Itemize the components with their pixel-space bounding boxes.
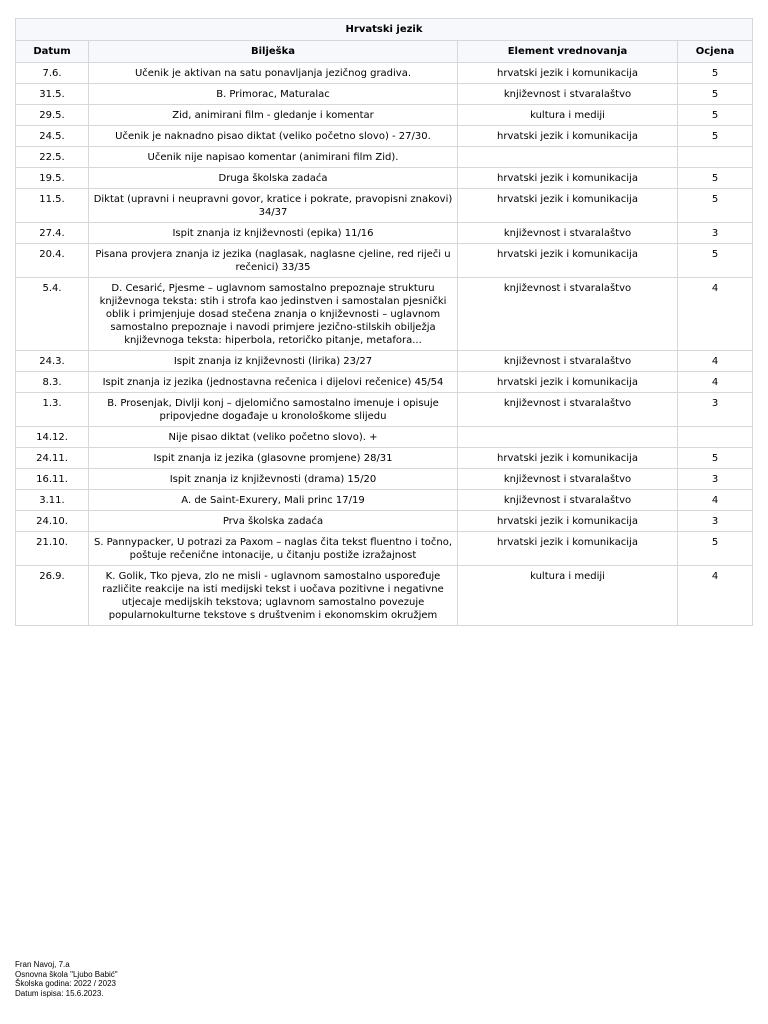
cell-element: književnost i stvaralaštvo — [458, 351, 678, 372]
cell-element — [458, 147, 678, 168]
table-row — [16, 427, 753, 448]
cell-note: Ispit znanja iz književnosti (epika) 11/16 — [89, 223, 458, 244]
cell-grade: 5 — [678, 63, 753, 84]
cell-element: književnost i stvaralaštvo — [458, 223, 678, 244]
footer-school: Osnovna škola "Ljubo Babić" — [15, 969, 118, 979]
cell-note: B. Primorac, Maturalac — [89, 84, 458, 105]
cell-date: 24.11. — [16, 448, 89, 469]
table-row — [16, 469, 753, 490]
cell-note: B. Prosenjak, Divlji konj – djelomično samostalno imenuje i opisuje pripovjedne događaje u kronološkome slijedu — [89, 393, 458, 427]
column-header-date: Datum — [16, 41, 89, 63]
cell-element: kultura i mediji — [458, 105, 678, 126]
cell-note: Pisana provjera znanja iz jezika (naglasak, naglasne cjeline, red riječi u rečenici) 33/35 — [89, 244, 458, 278]
cell-grade: 5 — [678, 168, 753, 189]
table-row — [16, 351, 753, 372]
cell-date: 14.12. — [16, 427, 89, 448]
cell-note: Učenik je aktivan na satu ponavljanja jezičnog gradiva. — [89, 63, 458, 84]
table-row — [16, 189, 753, 223]
table-row — [16, 532, 753, 566]
cell-date: 16.11. — [16, 469, 89, 490]
cell-element: hrvatski jezik i komunikacija — [458, 126, 678, 147]
cell-note: Zid, animirani film - gledanje i komentar — [89, 105, 458, 126]
cell-note: S. Pannypacker, U potrazi za Paxom – naglas čita tekst fluentno i točno, poštuje rečenične intonacije, u čitanju postiže izražajnost — [89, 532, 458, 566]
cell-element: književnost i stvaralaštvo — [458, 469, 678, 490]
cell-date: 29.5. — [16, 105, 89, 126]
footer-student: Fran Navoj, 7.a — [15, 960, 70, 969]
table-row — [16, 278, 753, 351]
cell-grade: 3 — [678, 469, 753, 490]
cell-date: 3.11. — [16, 490, 89, 511]
table-row — [16, 372, 753, 393]
cell-date: 5.4. — [16, 278, 89, 351]
cell-note: Druga školska zadaća — [89, 168, 458, 189]
table-row — [16, 448, 753, 469]
cell-grade — [678, 147, 753, 168]
table-row — [16, 490, 753, 511]
subject-title: Hrvatski jezik — [16, 19, 753, 41]
cell-element: hrvatski jezik i komunikacija — [458, 168, 678, 189]
cell-grade: 5 — [678, 448, 753, 469]
cell-date: 20.4. — [16, 244, 89, 278]
footer-print-date: Datum ispisa: 15.6.2023. — [15, 988, 104, 998]
table-row — [16, 566, 753, 626]
cell-date: 8.3. — [16, 372, 89, 393]
cell-grade: 4 — [678, 351, 753, 372]
cell-note: Nije pisao diktat (veliko početno slovo). + — [89, 427, 458, 448]
cell-element: hrvatski jezik i komunikacija — [458, 448, 678, 469]
table-row — [16, 393, 753, 427]
cell-element: književnost i stvaralaštvo — [458, 393, 678, 427]
table-row — [16, 168, 753, 189]
cell-element: književnost i stvaralaštvo — [458, 490, 678, 511]
table-row — [16, 511, 753, 532]
cell-grade: 5 — [678, 84, 753, 105]
cell-note: Ispit znanja iz književnosti (lirika) 23/27 — [89, 351, 458, 372]
cell-note: Ispit znanja iz jezika (jednostavna rečenica i dijelovi rečenice) 45/54 — [89, 372, 458, 393]
cell-date: 22.5. — [16, 147, 89, 168]
cell-date: 27.4. — [16, 223, 89, 244]
cell-note: D. Cesarić, Pjesme – uglavnom samostalno prepoznaje strukturu književnoga teksta: stih i strofa kao jedinstven i samostalan pjesnički oblik i primjenjuje dosad stečena znanja o književnosti – uglavnom samostalno prepoznaje i navodi primjere jezično-stilskih obilježja književnoga teksta: hiperbola, retoričko pitanje, metafora... — [89, 278, 458, 351]
cell-date: 21.10. — [16, 532, 89, 566]
cell-grade: 5 — [678, 189, 753, 223]
cell-date: 24.10. — [16, 511, 89, 532]
cell-date: 24.5. — [16, 126, 89, 147]
cell-date: 11.5. — [16, 189, 89, 223]
cell-note: Diktat (upravni i neupravni govor, kratice i pokrate, pravopisni znakovi) 34/37 — [89, 189, 458, 223]
cell-date: 24.3. — [16, 351, 89, 372]
column-header-element: Element vrednovanja — [458, 41, 678, 63]
cell-note: Učenik je naknadno pisao diktat (veliko početno slovo) - 27/30. — [89, 126, 458, 147]
grade-rows — [16, 63, 753, 626]
cell-date: 26.9. — [16, 566, 89, 626]
cell-note: K. Golik, Tko pjeva, zlo ne misli - uglavnom samostalno uspoređuje različite reakcije na isti medijski tekst i uočava pozitivne i negativne utjecaje medijskih tekstova; uglavnom samostalno povezuje popularnokulturne tekstove s društvenim i ekonomskim okružjem — [89, 566, 458, 626]
cell-grade: 3 — [678, 393, 753, 427]
cell-note: Ispit znanja iz književnosti (drama) 15/20 — [89, 469, 458, 490]
table-row — [16, 63, 753, 84]
cell-note: Ispit znanja iz jezika (glasovne promjene) 28/31 — [89, 448, 458, 469]
column-header-row — [16, 41, 753, 63]
cell-element: hrvatski jezik i komunikacija — [458, 372, 678, 393]
cell-grade: 5 — [678, 126, 753, 147]
cell-date: 31.5. — [16, 84, 89, 105]
table-row — [16, 126, 753, 147]
cell-grade: 4 — [678, 372, 753, 393]
column-header-grade: Ocjena — [678, 41, 753, 63]
cell-element: hrvatski jezik i komunikacija — [458, 244, 678, 278]
cell-grade: 5 — [678, 105, 753, 126]
cell-date: 19.5. — [16, 168, 89, 189]
table-row — [16, 223, 753, 244]
cell-note: Prva školska zadaća — [89, 511, 458, 532]
cell-element: hrvatski jezik i komunikacija — [458, 511, 678, 532]
table-row — [16, 244, 753, 278]
document-footer — [15, 960, 118, 998]
cell-grade: 3 — [678, 511, 753, 532]
cell-element: književnost i stvaralaštvo — [458, 84, 678, 105]
table-row — [16, 147, 753, 168]
grades-table — [15, 18, 753, 626]
table-row — [16, 84, 753, 105]
footer-school-year: Školska godina: 2022 / 2023 — [15, 979, 116, 988]
cell-grade: 4 — [678, 278, 753, 351]
cell-element: hrvatski jezik i komunikacija — [458, 189, 678, 223]
cell-grade: 5 — [678, 532, 753, 566]
cell-element: kultura i mediji — [458, 566, 678, 626]
table-row — [16, 105, 753, 126]
cell-element: hrvatski jezik i komunikacija — [458, 63, 678, 84]
cell-element — [458, 427, 678, 448]
cell-date: 7.6. — [16, 63, 89, 84]
cell-grade: 5 — [678, 244, 753, 278]
cell-grade: 4 — [678, 490, 753, 511]
cell-element: književnost i stvaralaštvo — [458, 278, 678, 351]
cell-grade: 4 — [678, 566, 753, 626]
cell-element: hrvatski jezik i komunikacija — [458, 532, 678, 566]
column-header-note: Bilješka — [89, 41, 458, 63]
cell-date: 1.3. — [16, 393, 89, 427]
cell-grade — [678, 427, 753, 448]
cell-note: Učenik nije napisao komentar (animirani film Zid). — [89, 147, 458, 168]
cell-grade: 3 — [678, 223, 753, 244]
cell-note: A. de Saint-Exurery, Mali princ 17/19 — [89, 490, 458, 511]
